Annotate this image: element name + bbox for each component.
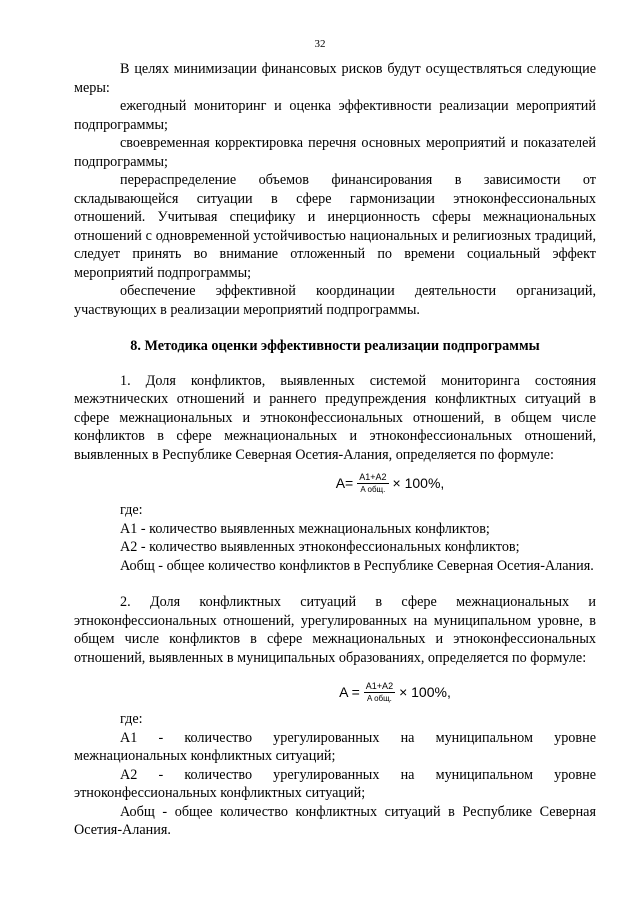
paragraph-measure-redistribution: перераспределение объемов финансирования в зависимости от складывающейся ситуации в сфере гармонизации этноконфессиональных отношений. Учитывая специфику и инерционность сферы межнациональных отношений с одновременной устойчивостью национальных и религиозных традиций, следует принять во внимание отложенный по времени социальный эффект мероприятий подпрограммы;: [74, 172, 596, 281]
item2-def-a2: А2 - количество урегулированных на муниципальном уровне этноконфессиональных конфликтных ситуаций;: [74, 766, 596, 801]
formula-1-denominator: A общ.: [360, 485, 386, 494]
formula-2-denominator: A общ.: [366, 694, 392, 703]
paragraph-measure-adjustment: своевременная корректировка перечня основных мероприятий и показателей подпрограммы;: [74, 135, 596, 170]
page-number: 32: [314, 38, 326, 50]
formula-2-fraction: [364, 681, 395, 704]
paragraph-measure-coordination: обеспечение эффективной координации деятельности организаций, участвующих в реализации мероприятий подпрограммы.: [74, 283, 596, 318]
item1-def-a2: А2 - количество выявленных этноконфессиональных конфликтов;: [120, 539, 520, 555]
formula-2: [74, 681, 596, 704]
spacer: [74, 575, 596, 593]
formula-1-numerator: A1+A2: [359, 472, 387, 482]
paragraph-risk-intro: В целях минимизации финансовых рисков будут осуществляться следующие меры:: [74, 61, 596, 96]
item1-where: где:: [120, 502, 143, 518]
formula-2-numerator: A1+A2: [365, 681, 394, 691]
item2-where: где:: [120, 711, 143, 727]
paragraph-measure-monitoring: ежегодный мониторинг и оценка эффективности реализации мероприятий подпрограммы;: [74, 98, 596, 133]
item1-def-total: Аобщ - общее количество конфликтов в Республике Северная Осетия-Алания.: [120, 557, 594, 574]
formula-1-rhs: × 100%,: [392, 475, 445, 492]
item1-text: 1. Доля конфликтов, выявленных системой мониторинга состояния межэтнических отношений и раннего предупреждения конфликтных ситуаций в сфере межнациональных и этноконфессиональных отношений, в общем числе конфликтов в сфере межнациональных и этноконфессиональных отношений, выявленных в Республике Северная Осетия-Алания, определяется по формуле:: [74, 372, 596, 463]
item2-def-total: Аобщ - общее количество конфликтных ситуаций в Республике Северная Осетия-Алания.: [74, 803, 596, 838]
formula-1-fraction: [357, 472, 388, 495]
formula-2-lhs: A =: [339, 684, 360, 701]
item2-text: 2. Доля конфликтных ситуаций в сфере межнациональных и этноконфессиональных отношений, урегулированных на муниципальном уровне, в общем числе конфликтов в сфере межнациональных и этноконфессиональных отношений, выявленных в муниципальных образованиях, определяется по формуле:: [74, 594, 596, 666]
formula-1: [74, 472, 596, 495]
formula-1-lhs: A=: [335, 475, 354, 492]
item1-def-a1: А1 - количество выявленных межнациональных конфликтов;: [120, 520, 490, 537]
document-body: [74, 60, 596, 840]
item2-def-a1: А1 - количество урегулированных на муниципальном уровне межнациональных конфликтных ситуаций;: [74, 729, 596, 764]
formula-2-rhs: × 100%,: [399, 684, 451, 701]
section-title: 8. Методика оценки эффективности реализации подпрограммы: [130, 338, 540, 354]
